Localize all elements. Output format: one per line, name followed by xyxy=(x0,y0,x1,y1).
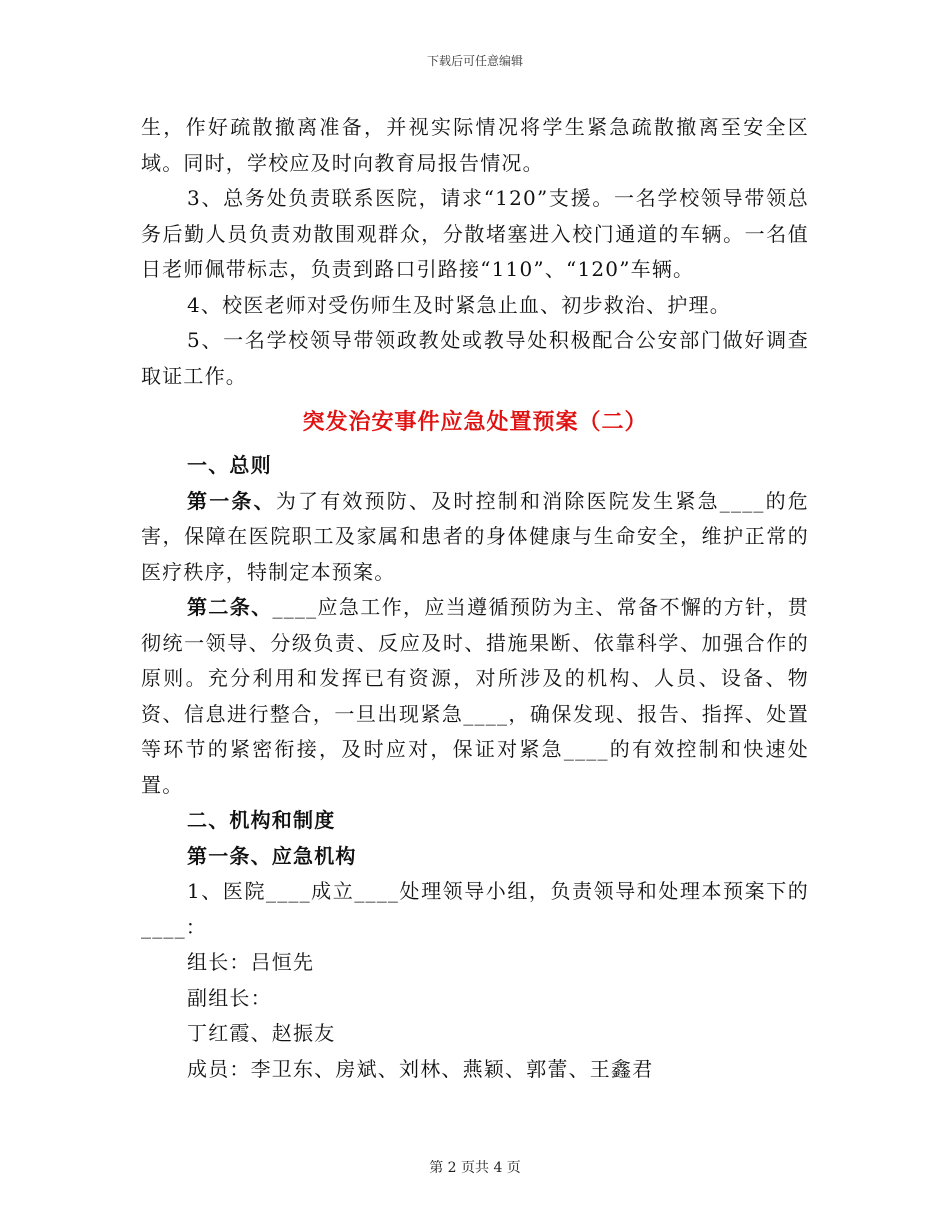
paragraph-continued: 生，作好疏散撤离准备，并视实际情况将学生紧急疏散撤离至安全区域。同时，学校应及时向教育局报告情况。 xyxy=(141,115,809,175)
article-2-text: ____应急工作，应当遵循预防为主、常备不懈的方针，贯彻统一领导、分级负责、反应及时、措施果断、依靠科学、加强合作的原则。充分利用和发挥已有资源，对所涉及的机构、人员、设备、物资、信息进行整合，一旦出现紧急____，确保发现、报告、指挥、处置等环节的紧密衔接，及时应对，保证对紧急____的有效控制和快速处置。 xyxy=(141,595,809,797)
document-title: 突发治安事件应急处置预案（二） xyxy=(302,409,648,435)
article-1 xyxy=(141,484,809,591)
deputy-names: 丁红霞、赵振友 xyxy=(187,1021,336,1045)
leader-line: 组长：吕恒先 xyxy=(187,950,315,974)
page-footer: 第 2 页共 4 页 xyxy=(429,1160,521,1176)
paragraph-item-4: 4、校医老师对受伤师生及时紧急止血、初步救治、护理。 xyxy=(187,292,731,317)
paragraph-item-3: 3、总务处负责联系医院，请求“120”支援。一名学校领导带领总务后勤人员负责劝散围观群众，分散堵塞进入校门通道的车辆。一名值日老师佩带标志，负责到路口引路接“110”、“120”车辆。 xyxy=(141,186,809,281)
document-body xyxy=(141,110,809,1087)
article-1-label: 第一条、 xyxy=(187,488,276,513)
deputy-label: 副组长： xyxy=(187,985,272,1010)
article-heading-emergency-org: 第一条、应急机构 xyxy=(187,843,357,868)
article-2-label: 第二条、 xyxy=(187,595,273,619)
paragraph-item-5: 5、一名学校领导带领政教处或教导处积极配合公安部门做好调查取证工作。 xyxy=(141,328,809,388)
article-2 xyxy=(141,590,809,803)
section-heading-organization: 二、机构和制度 xyxy=(187,808,336,832)
section-heading-general: 一、总则 xyxy=(187,453,272,477)
page-header: 下载后可任意编辑 xyxy=(426,54,523,68)
item-1: 1、医院____成立____处理领导小组，负责领导和处理本预案下的____： xyxy=(141,879,809,939)
members-line: 成员：李卫东、房斌、刘林、燕颖、郭蕾、王鑫君 xyxy=(187,1056,654,1081)
article-1-text: 为了有效预防、及时控制和消除医院发生紧急____的危害，保障在医院职工及家属和患者的身体健康与生命安全，维护正常的医疗秩序，特制定本预案。 xyxy=(141,488,809,584)
